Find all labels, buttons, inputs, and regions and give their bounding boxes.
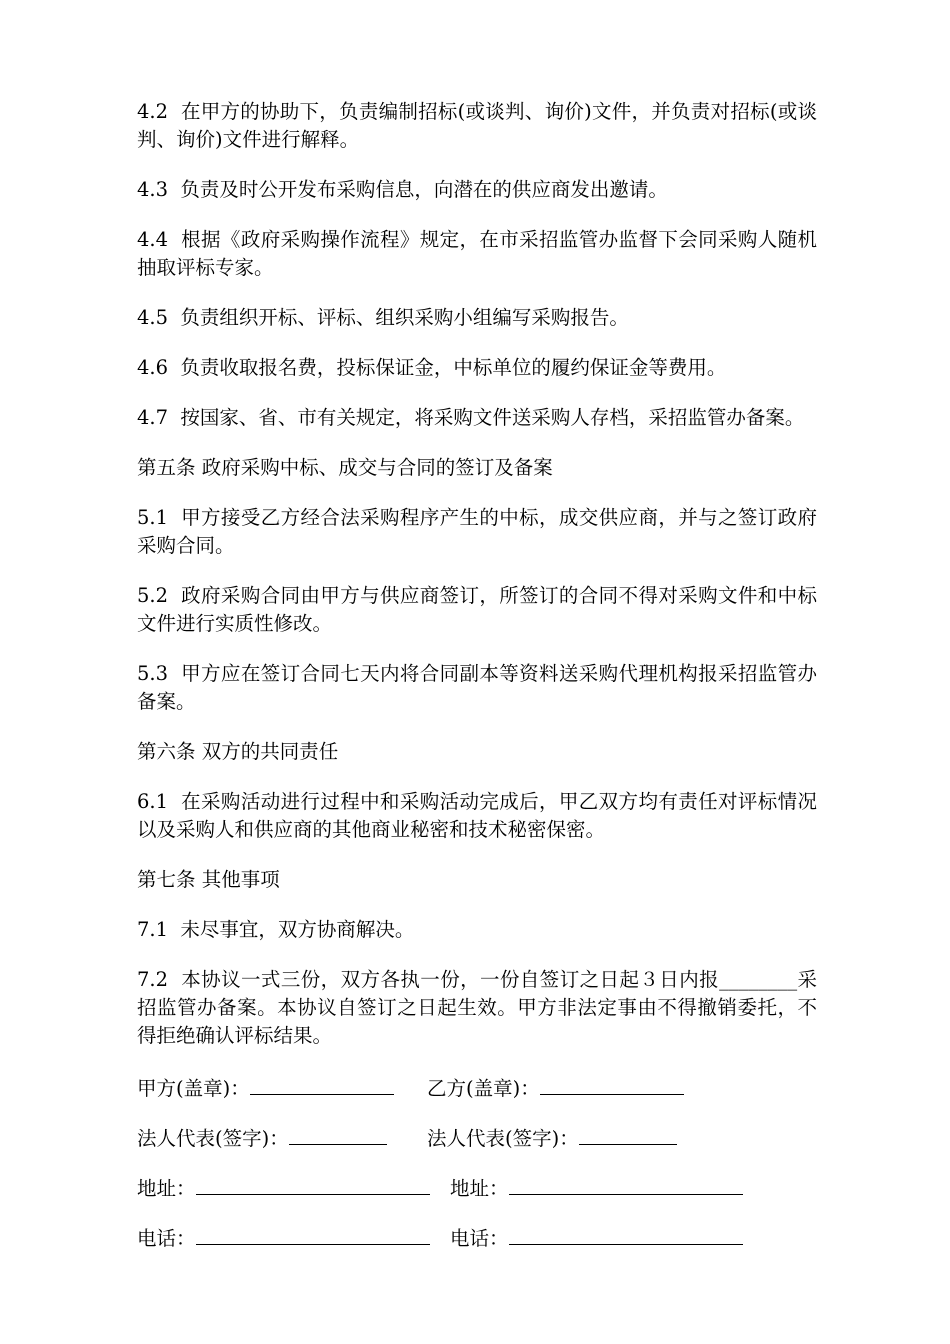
clause-4-2: 4.2 在甲方的协助下，负责编制招标(或谈判、询价)文件，并负责对招标(或谈判、询价)文件进行解释。 [137,100,817,151]
clause-5-3: 5.3 甲方应在签订合同七天内将合同副本等资料送采购代理机构报采招监管办备案。 [137,662,817,713]
signature-row-seal [137,1072,817,1100]
document-page [137,98,817,1272]
legal-rep-a-label: 法人代表(签字)： [137,1127,289,1150]
clause-7-1: 7.1 未尽事宜，双方协商解决。 [137,918,415,941]
party-b-seal [427,1072,684,1103]
article-6-heading: 第六条 双方的共同责任 [137,740,339,763]
signature-row-address [137,1172,817,1200]
clause-4-3: 4.3 负责及时公开发布采购信息，向潜在的供应商发出邀请。 [137,178,668,201]
legal-rep-a-blank[interactable] [289,1122,387,1145]
legal-rep-a [137,1122,387,1153]
phone-a-label: 电话： [137,1227,196,1250]
clause-4-5: 4.5 负责组织开标、评标、组织采购小组编写采购报告。 [137,306,629,329]
article-5-heading: 第五条 政府采购中标、成交与合同的签订及备案 [137,456,553,479]
address-b-label: 地址： [450,1177,509,1200]
party-b-seal-blank[interactable] [540,1072,684,1095]
signature-row-phone [137,1222,817,1250]
clause-5-1: 5.1 甲方接受乙方经合法采购程序产生的中标，成交供应商，并与之签订政府采购合同。 [137,506,817,557]
clause-4-7: 4.7 按国家、省、市有关规定，将采购文件送采购人存档，采招监管办备案。 [137,406,805,429]
signature-row-legal-rep [137,1122,817,1150]
article-7-heading: 第七条 其他事项 [137,868,280,891]
phone-a [137,1222,430,1253]
address-a-blank[interactable] [196,1172,430,1195]
legal-rep-b [427,1122,677,1153]
clause-7-2: 7.2 本协议一式三份，双方各执一份，一份自签订之日起３日内报________采招监管办备案。本协议自签订之日起生效。甲方非法定事由不得撤销委托，不得拒绝确认评标结果。 [137,968,817,1047]
party-a-seal-label: 甲方(盖章)： [137,1077,250,1100]
phone-b [450,1222,743,1253]
phone-b-blank[interactable] [509,1222,743,1245]
address-b [450,1172,743,1203]
clause-4-6: 4.6 负责收取报名费，投标保证金，中标单位的履约保证金等费用。 [137,356,727,379]
address-a [137,1172,430,1203]
clause-6-1: 6.1 在采购活动进行过程中和采购活动完成后，甲乙双方均有责任对评标情况以及采购人和供应商的其他商业秘密和技术秘密保密。 [137,790,817,841]
phone-b-label: 电话： [450,1227,509,1250]
legal-rep-b-label: 法人代表(签字)： [427,1127,579,1150]
address-a-label: 地址： [137,1177,196,1200]
clause-4-4: 4.4 根据《政府采购操作流程》规定，在市采招监管办监督下会同采购人随机抽取评标专家。 [137,228,817,279]
party-b-seal-label: 乙方(盖章)： [427,1077,540,1100]
address-b-blank[interactable] [509,1172,743,1195]
phone-a-blank[interactable] [196,1222,430,1245]
legal-rep-b-blank[interactable] [579,1122,677,1145]
party-a-seal [137,1072,394,1103]
party-a-seal-blank[interactable] [250,1072,394,1095]
clause-5-2: 5.2 政府采购合同由甲方与供应商签订，所签订的合同不得对采购文件和中标文件进行实质性修改。 [137,584,817,635]
